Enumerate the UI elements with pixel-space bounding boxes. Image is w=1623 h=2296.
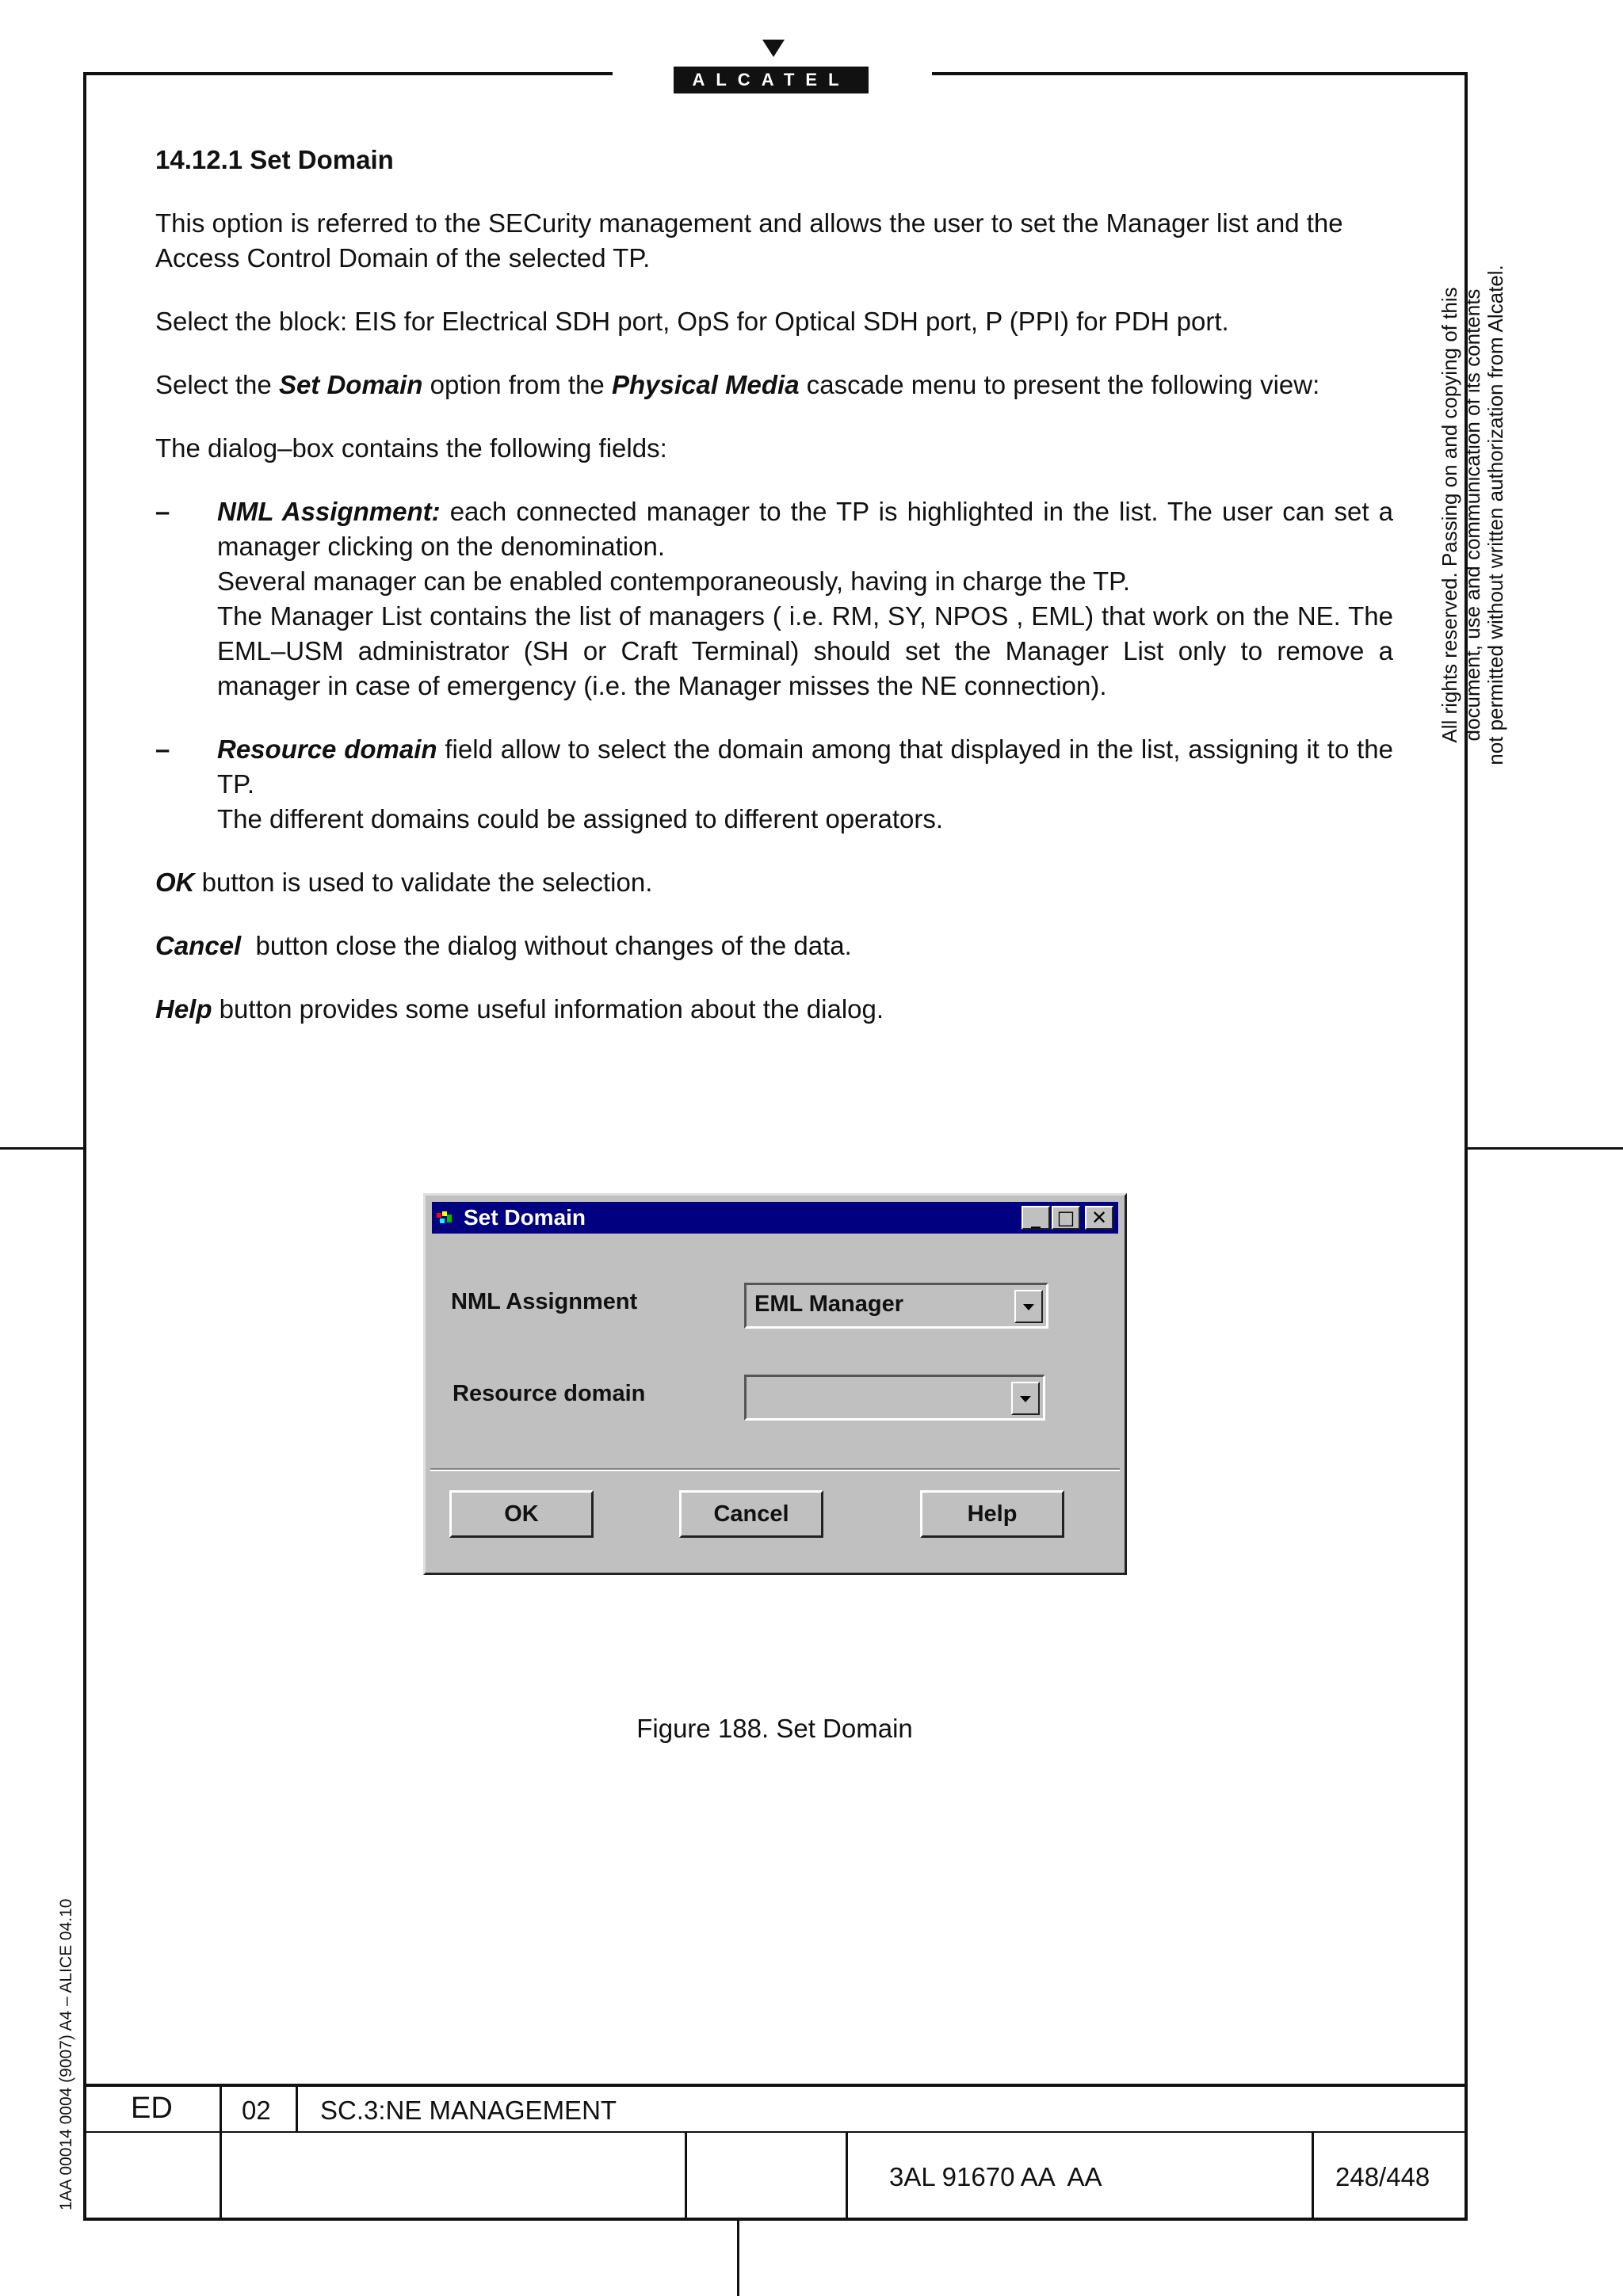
frame-left xyxy=(83,72,86,2221)
alcatel-logo: ALCATEL xyxy=(674,67,869,93)
dialog-separator xyxy=(430,1468,1120,1471)
footer-col-5 xyxy=(1312,2131,1314,2220)
minimize-button[interactable]: _ xyxy=(1022,1206,1050,1230)
bullet-dash: – xyxy=(155,497,170,526)
bullet-nml-assignment: – NML Assignment: each connected manager to the TP is highlighted in the list. The user can set a manager clicking on the denomination. Several manager can be enabled contemporaneously, having in charge the TP. The Manager List contains the list of managers ( i.e. RM, SY, NPOS , EML) that work on the NE. The EML–USM administrator (SH or Craft Terminal) should set the Manager List only to remove a manager in case of emergency (i.e. the Manager misses the NE connection). xyxy=(155,494,1393,704)
resource-domain-label: Resource domain xyxy=(453,1381,646,1406)
help-button[interactable]: Help xyxy=(920,1490,1064,1538)
close-button[interactable]: ✕ xyxy=(1085,1206,1113,1230)
footer-page-number: 248/448 xyxy=(1335,2162,1430,2191)
footer-doc-code: 3AL 91670 AA AA xyxy=(889,2162,1102,2191)
figure-caption: Figure 188. Set Domain xyxy=(636,1714,913,1743)
chevron-down-icon xyxy=(1023,1304,1034,1310)
paragraph-select: Select the Set Domain option from the Physical Media cascade menu to present the following view: xyxy=(155,370,1320,399)
footer-top-line xyxy=(83,2084,1468,2087)
logo-arrow-icon xyxy=(762,40,785,57)
section-heading: 14.12.1 Set Domain xyxy=(155,145,394,174)
nml-assignment-combo[interactable] xyxy=(744,1283,1048,1329)
ok-button[interactable]: OK xyxy=(449,1490,594,1538)
margin-mark-right xyxy=(1468,1147,1623,1150)
paragraph-fields: The dialog–box contains the following fields: xyxy=(155,433,667,463)
footer-col-3 xyxy=(685,2131,687,2220)
margin-mark-left xyxy=(0,1147,83,1150)
dialog-titlebar[interactable] xyxy=(432,1202,1118,1234)
copyright-notice: All rights reserved. Passing on and copying of this document, use and communication of its contents not permitted without written authorization from Alcatel. xyxy=(1438,265,1507,765)
bullet-resource-domain: – Resource domain field allow to select the domain among that displayed in the list, assigning it to the TP. The different domains could be assigned to different operators. xyxy=(155,732,1393,837)
paragraph-help: Help button provides some useful information about the dialog. xyxy=(155,994,884,1024)
app-icon xyxy=(437,1210,453,1224)
footer-col-2 xyxy=(296,2084,298,2133)
binding-mark xyxy=(737,2220,739,2296)
footer-ed-value: 02 xyxy=(242,2096,271,2125)
footer-bottom-line xyxy=(83,2218,1468,2221)
dialog-title: Set Domain xyxy=(464,1205,586,1230)
paragraph-block: Select the block: EIS for Electrical SDH port, OpS for Optical SDH port, P (PPI) for PDH port. xyxy=(155,307,1229,336)
set-domain-dialog xyxy=(423,1193,1127,1575)
footer-section: SC.3:NE MANAGEMENT xyxy=(320,2096,617,2125)
footer-mid-line xyxy=(83,2131,1468,2133)
nml-dropdown-button[interactable] xyxy=(1014,1290,1043,1323)
chevron-down-icon xyxy=(1020,1396,1031,1402)
bullet-dash: – xyxy=(155,734,170,764)
maximize-button[interactable]: □ xyxy=(1052,1206,1080,1230)
resource-domain-combo[interactable] xyxy=(744,1375,1045,1421)
frame-top-right xyxy=(932,72,1468,75)
footer-ed-label: ED xyxy=(131,2092,173,2125)
nml-assignment-value: EML Manager xyxy=(754,1291,904,1317)
footer-col-1 xyxy=(220,2084,222,2220)
footer-col-4 xyxy=(846,2131,848,2220)
frame-top-left xyxy=(83,72,613,75)
document-form-code: 1AA 00014 0004 (9007) A4 – ALICE 04.10 xyxy=(57,1898,75,2210)
paragraph-ok: OK button is used to validate the selection. xyxy=(155,868,653,897)
resource-dropdown-button[interactable] xyxy=(1011,1382,1040,1415)
paragraph-cancel: Cancel button close the dialog without changes of the data. xyxy=(155,931,852,960)
nml-assignment-label: NML Assignment xyxy=(451,1289,638,1314)
paragraph-intro: This option is referred to the SECurity management and allows the user to set the Manager list and the Access Control Domain of the selected TP. xyxy=(155,208,1343,273)
document-body xyxy=(155,143,1393,1055)
cancel-button[interactable]: Cancel xyxy=(679,1490,823,1538)
